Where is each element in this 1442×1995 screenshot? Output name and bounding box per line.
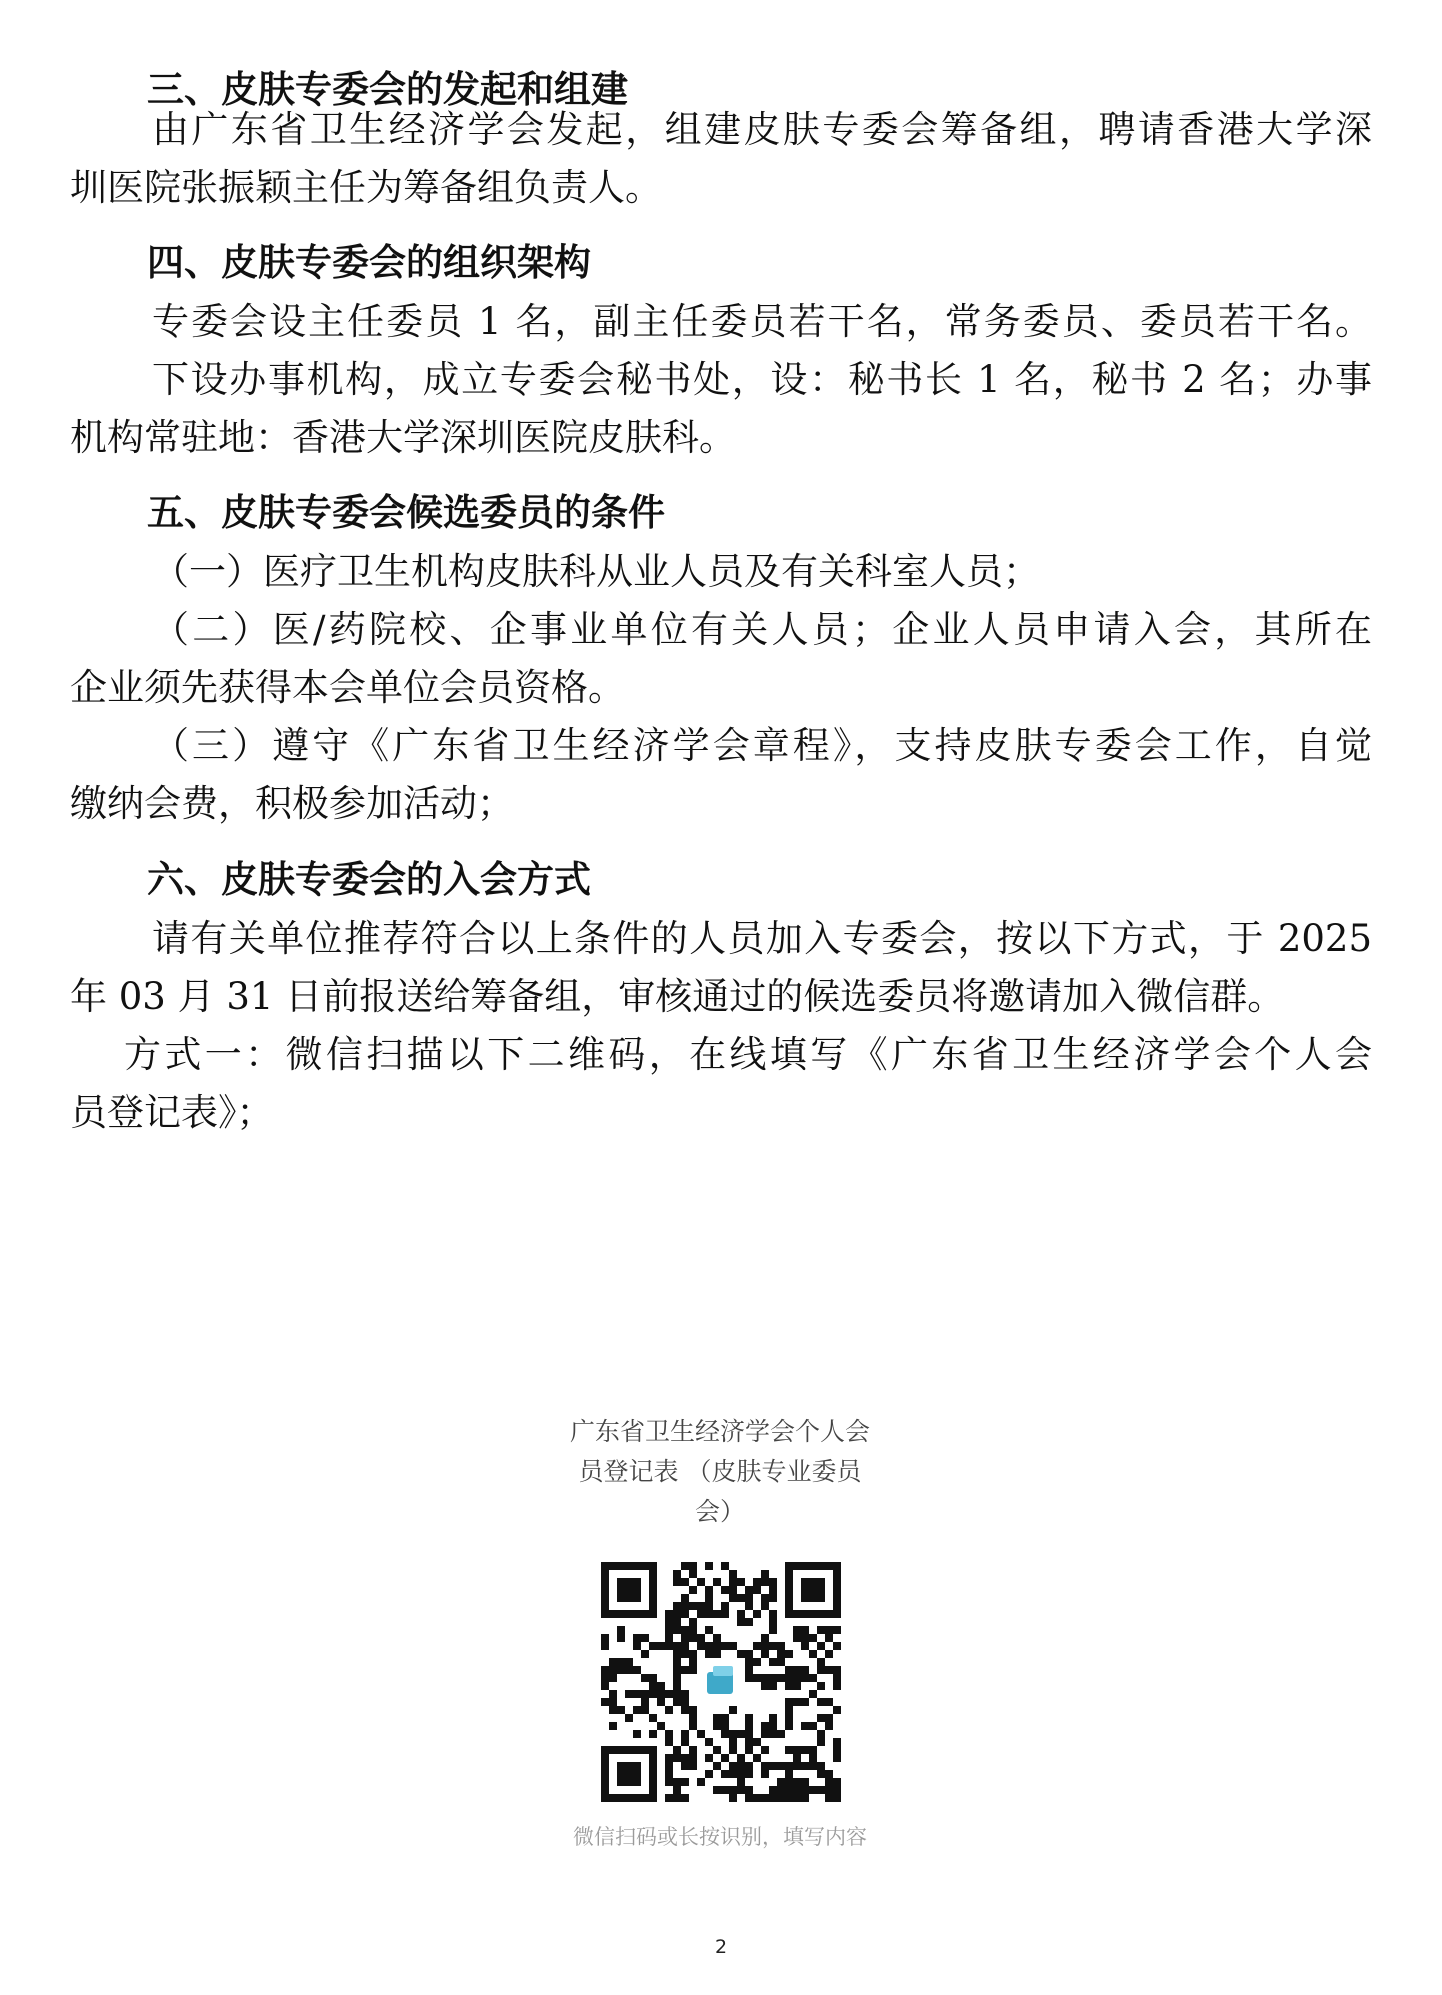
section-5-condition-3-line-2: 缴纳会费，积极参加活动； (70, 782, 514, 825)
qr-scan-instruction: 微信扫码或长按识别，填写内容 (573, 1825, 867, 1849)
section-3-paragraph-line-1: 由广东省卫生经济学会发起，组建皮肤专委会筹备组，聘请香港大学深 (152, 108, 1372, 151)
section-4-paragraph-2-line-2: 机构常驻地：香港大学深圳医院皮肤科。 (70, 416, 736, 459)
section-5-condition-2-line-1: （二）医/药院校、企事业单位有关人员；企业人员申请入会，其所在 (152, 608, 1372, 651)
section-4-paragraph-2-line-1: 下设办事机构，成立专委会秘书处，设：秘书长 1 名，秘书 2 名；办事 (152, 358, 1372, 401)
qr-code-image (601, 1562, 841, 1802)
section-5-condition-2-line-2: 企业须先获得本会单位会员资格。 (70, 666, 625, 709)
section-6-paragraph-line-1: 请有关单位推荐符合以上条件的人员加入专委会，按以下方式，于 2025 (152, 917, 1372, 960)
section-4-paragraph-1: 专委会设主任委员 1 名，副主任委员若干名，常务委员、委员若干名。 (152, 300, 1372, 343)
section-5-heading: 五、皮肤专委会候选委员的条件 (147, 491, 665, 534)
section-6-heading: 六、皮肤专委会的入会方式 (147, 858, 591, 901)
section-4-heading: 四、皮肤专委会的组织架构 (147, 241, 591, 284)
section-6-paragraph-line-2: 年 03 月 31 日前报送给筹备组，审核通过的候选委员将邀请加入微信群。 (70, 975, 1285, 1018)
section-3-heading: 三、皮肤专委会的发起和组建 (147, 68, 628, 111)
qr-caption-line-2: 员登记表 （皮肤专业委员 (578, 1457, 862, 1486)
section-5-condition-1: （一）医疗卫生机构皮肤科从业人员及有关科室人员； (152, 550, 1040, 593)
section-5-condition-3-line-1: （三）遵守《广东省卫生经济学会章程》，支持皮肤专委会工作，自觉 (152, 724, 1372, 767)
section-6-method-1-line-1: 方式一：微信扫描以下二维码，在线填写《广东省卫生经济学会个人会 (124, 1033, 1372, 1076)
section-6-method-1-line-2: 员登记表》； (70, 1091, 274, 1134)
section-3-paragraph-line-2: 圳医院张振颖主任为筹备组负责人。 (70, 166, 662, 209)
qr-caption-line-1: 广东省卫生经济学会个人会 (569, 1417, 870, 1446)
qr-caption-line-3: 会） (694, 1497, 745, 1526)
page-number: 2 (714, 1936, 728, 1958)
qr-code[interactable] (601, 1562, 841, 1802)
